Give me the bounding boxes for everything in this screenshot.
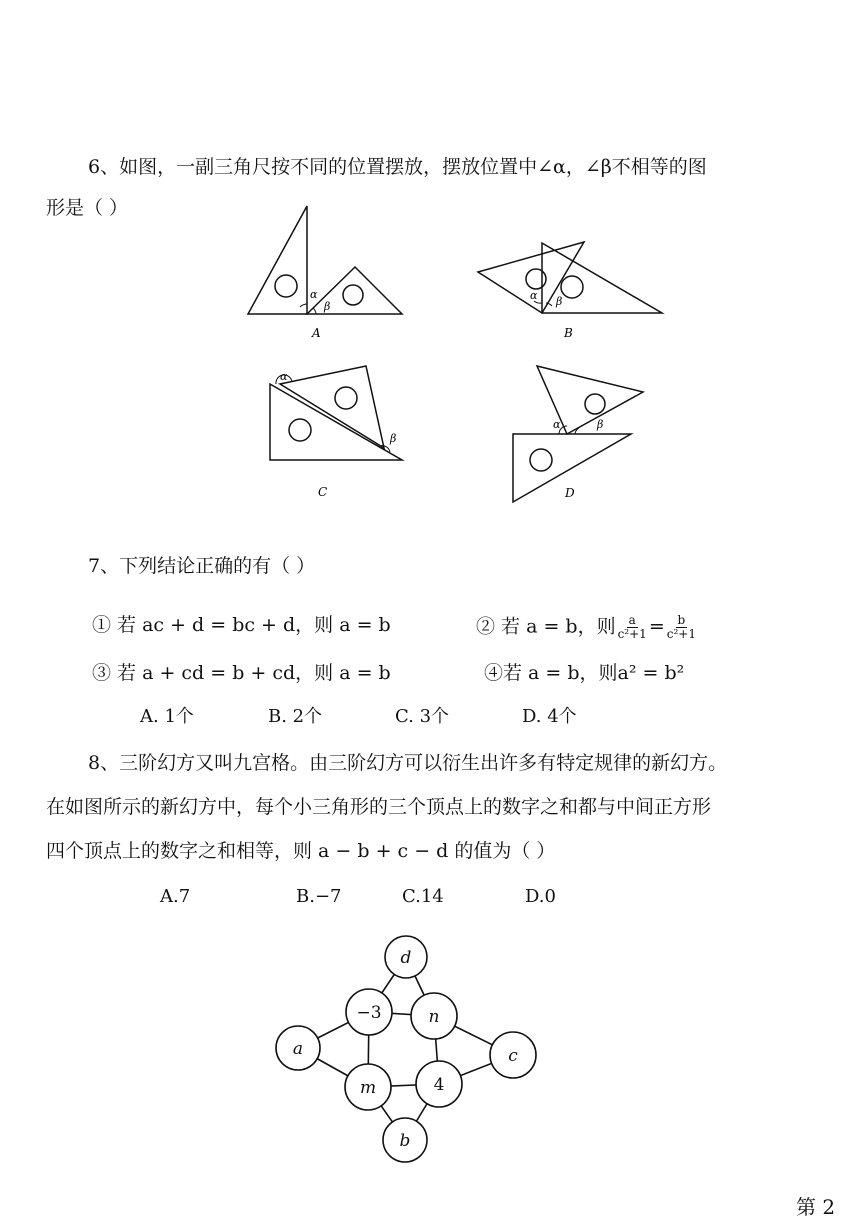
figure-a	[240, 200, 410, 345]
q8-option-c: C.14	[402, 886, 444, 907]
node-minus3-label: −3	[356, 1003, 382, 1023]
frac2-num: b	[677, 613, 686, 627]
fig-a-alpha: α	[310, 288, 318, 301]
fig-d-beta: β	[597, 418, 604, 431]
q7-s2-eq: =	[648, 615, 665, 638]
q8-line1: 8、三阶幻方又叫九宫格。由三阶幻方可以衍生出许多有特定规律的新幻方。	[88, 752, 728, 774]
q6-line1: 6、如图，一副三角尺按不同的位置摆放，摆放位置中∠α，∠β不相等的图	[88, 156, 707, 178]
q7-option-c: C. 3个	[395, 706, 450, 727]
node-n-label: n	[428, 1007, 440, 1027]
node-c-label: c	[508, 1046, 518, 1066]
q7-statement-2	[476, 614, 698, 641]
frac2-den: c²+1	[666, 627, 696, 641]
q8-option-a: A.7	[160, 886, 191, 907]
fig-a-beta: β	[324, 300, 331, 313]
q7-stem: 7、下列结论正确的有（ ）	[88, 555, 316, 577]
q7-option-d: D. 4个	[522, 706, 577, 727]
figure-b	[470, 235, 670, 345]
q6-line2: 形是（ ）	[46, 197, 129, 219]
q8-line3: 四个顶点上的数字之和相等，则 a − b + c − d 的值为（ ）	[46, 840, 556, 862]
fig-c-label: C	[318, 485, 328, 499]
fig-d-alpha: α	[553, 418, 561, 431]
figure-c	[262, 360, 412, 505]
fraction-b	[667, 614, 696, 641]
fig-c-alpha: α	[280, 370, 288, 383]
q8-option-b: B.−7	[296, 886, 342, 907]
fig-a-label: A	[312, 326, 321, 340]
q7-s2-pre: ② 若 a = b，则	[476, 615, 616, 638]
node-b-label: b	[399, 1131, 411, 1151]
page-number: 第 2	[796, 1195, 836, 1219]
q7-option-b: B. 2个	[268, 706, 323, 727]
fig-b-beta: β	[556, 295, 563, 308]
node-m-label: m	[359, 1078, 377, 1098]
fig-b-alpha: α	[530, 289, 538, 302]
fraction-a	[618, 614, 647, 641]
fig-d-label: D	[565, 486, 575, 500]
frac1-den: c²+1	[617, 627, 647, 641]
q7-statement-1: ① 若 ac + d = bc + d，则 a = b	[92, 614, 391, 636]
q7-option-a: A. 1个	[140, 706, 194, 727]
fig-b-label: B	[564, 326, 573, 340]
fig-c-beta: β	[390, 432, 397, 445]
node-d-label: d	[400, 948, 412, 968]
q7-statement-3: ③ 若 a + cd = b + cd，则 a = b	[92, 662, 391, 684]
q7-statement-4: ④若 a = b，则a² = b²	[484, 662, 685, 684]
q8-option-d: D.0	[525, 886, 556, 907]
magic-square-figure	[270, 930, 550, 1175]
frac1-num: a	[628, 613, 636, 627]
node-4-label: 4	[433, 1075, 445, 1095]
q8-line2: 在如图所示的新幻方中，每个小三角形的三个顶点上的数字之和都与中间正方形	[46, 796, 712, 818]
node-a-label: a	[292, 1039, 304, 1059]
figure-d	[505, 360, 645, 505]
